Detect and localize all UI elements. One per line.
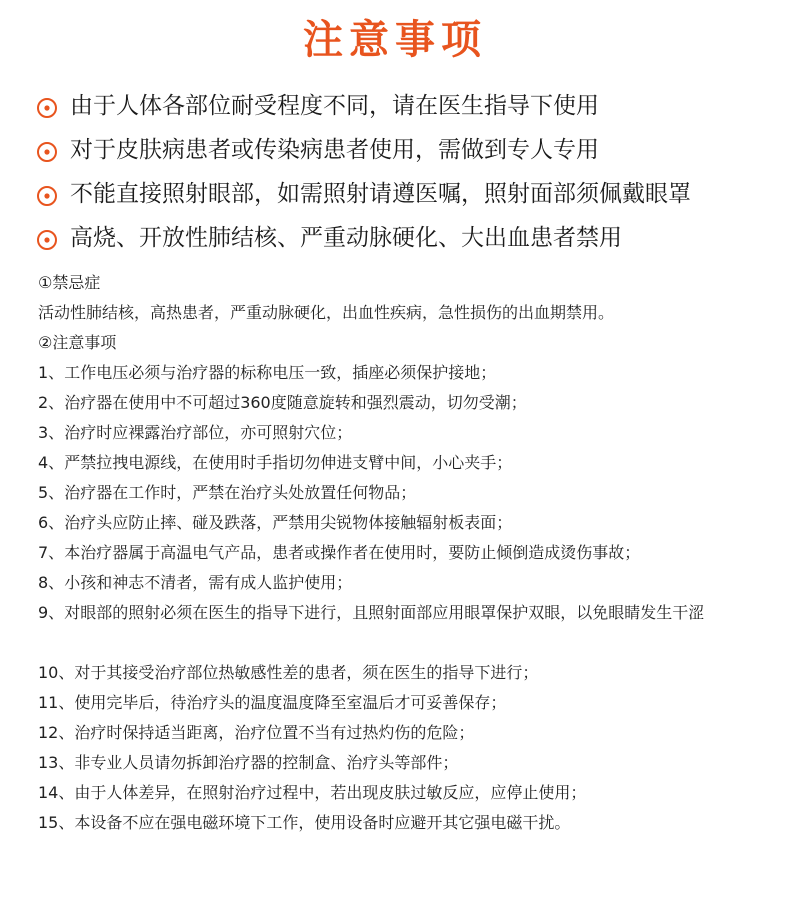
key-warning-item xyxy=(36,128,776,172)
precaution-item xyxy=(38,478,768,508)
precaution-number: 5、 xyxy=(38,483,65,502)
precaution-text: 治疗器在工作时，严禁在治疗头处放置任何物品； xyxy=(64,483,417,502)
precaution-item xyxy=(38,418,768,448)
key-warning-text: 对于皮肤病患者或传染病患者使用，需做到专人专用 xyxy=(70,137,599,163)
precaution-text: 工作电压必须与治疗器的标称电压一致，插座必须保护接地； xyxy=(64,363,497,382)
precaution-number: 10、 xyxy=(38,663,75,682)
details-section xyxy=(38,268,768,838)
target-circle-icon xyxy=(36,141,58,163)
key-warnings-list xyxy=(36,84,776,260)
key-warning-text: 由于人体各部位耐受程度不同，请在医生指导下使用 xyxy=(70,93,599,119)
contraindications-heading: ①禁忌症 xyxy=(38,273,101,292)
precaution-number: 14、 xyxy=(38,783,75,802)
precaution-number: 9、 xyxy=(38,603,65,622)
contraindications-text: 活动性肺结核，高热患者，严重动脉硬化，出血性疾病，急性损伤的出血期禁用。 xyxy=(38,303,615,322)
precaution-item xyxy=(38,508,768,538)
precaution-item xyxy=(38,748,768,778)
key-warning-text: 不能直接照射眼部，如需照射请遵医嘱，照射面部须佩戴眼罩 xyxy=(70,181,691,207)
precaution-number: 11、 xyxy=(38,693,75,712)
precaution-number: 2、 xyxy=(38,393,65,412)
precaution-text: 治疗头应防止摔、碰及跌落，严禁用尖锐物体接触辐射板表面； xyxy=(64,513,513,532)
precaution-item xyxy=(38,568,768,598)
page-title: 注意事项 xyxy=(303,17,487,63)
key-warning-item xyxy=(36,84,776,128)
precaution-number: 13、 xyxy=(38,753,75,772)
precaution-item xyxy=(38,658,768,688)
precaution-text: 非专业人员请勿拆卸治疗器的控制盒、治疗头等部件； xyxy=(74,753,459,772)
precaution-number: 3、 xyxy=(38,423,65,442)
precaution-text: 治疗器在使用中不可超过360度随意旋转和强烈震动，切勿受潮； xyxy=(64,393,527,412)
precaution-number: 8、 xyxy=(38,573,65,592)
precaution-text: 对眼部的照射必须在医生的指导下进行，且照射面部应用眼罩保护双眼，以免眼睛发生干涩 xyxy=(64,603,705,622)
precaution-item xyxy=(38,388,768,418)
precaution-text: 小孩和神志不清者，需有成人监护使用； xyxy=(64,573,353,592)
target-circle-icon xyxy=(36,97,58,119)
key-warning-text: 高烧、开放性肺结核、严重动脉硬化、大出血患者禁用 xyxy=(70,225,622,251)
precaution-number: 12、 xyxy=(38,723,75,742)
precaution-text: 由于人体差异，在照射治疗过程中，若出现皮肤过敏反应，应停止使用； xyxy=(74,783,587,802)
precaution-item xyxy=(38,598,768,658)
precaution-text: 使用完毕后，待治疗头的温度温度降至室温后才可妥善保存； xyxy=(74,693,507,712)
precaution-item xyxy=(38,688,768,718)
target-circle-icon xyxy=(36,185,58,207)
precaution-item xyxy=(38,808,768,838)
precaution-number: 4、 xyxy=(38,453,65,472)
precaution-text: 治疗时应裸露治疗部位，亦可照射穴位； xyxy=(64,423,353,442)
precautions-heading: ②注意事项 xyxy=(38,333,117,352)
precaution-text: 本设备不应在强电磁环境下工作，使用设备时应避开其它强电磁干扰。 xyxy=(74,813,571,832)
precaution-item xyxy=(38,778,768,808)
precaution-number: 7、 xyxy=(38,543,65,562)
precaution-text: 本治疗器属于高温电气产品，患者或操作者在使用时，要防止倾倒造成烫伤事故； xyxy=(64,543,641,562)
key-warning-item xyxy=(36,172,776,216)
precaution-text: 对于其接受治疗部位热敏感性差的患者，须在医生的指导下进行； xyxy=(74,663,539,682)
target-circle-icon xyxy=(36,229,58,251)
precaution-item xyxy=(38,538,768,568)
precaution-item xyxy=(38,358,768,388)
precaution-number: 15、 xyxy=(38,813,75,832)
precaution-text: 严禁拉拽电源线，在使用时手指切勿伸进支臂中间，小心夹手； xyxy=(64,453,513,472)
key-warning-item xyxy=(36,216,776,260)
precaution-number: 6、 xyxy=(38,513,65,532)
precaution-number: 1、 xyxy=(38,363,65,382)
precaution-item xyxy=(38,448,768,478)
precaution-text: 治疗时保持适当距离，治疗位置不当有过热灼伤的危险； xyxy=(74,723,475,742)
precaution-item xyxy=(38,718,768,748)
